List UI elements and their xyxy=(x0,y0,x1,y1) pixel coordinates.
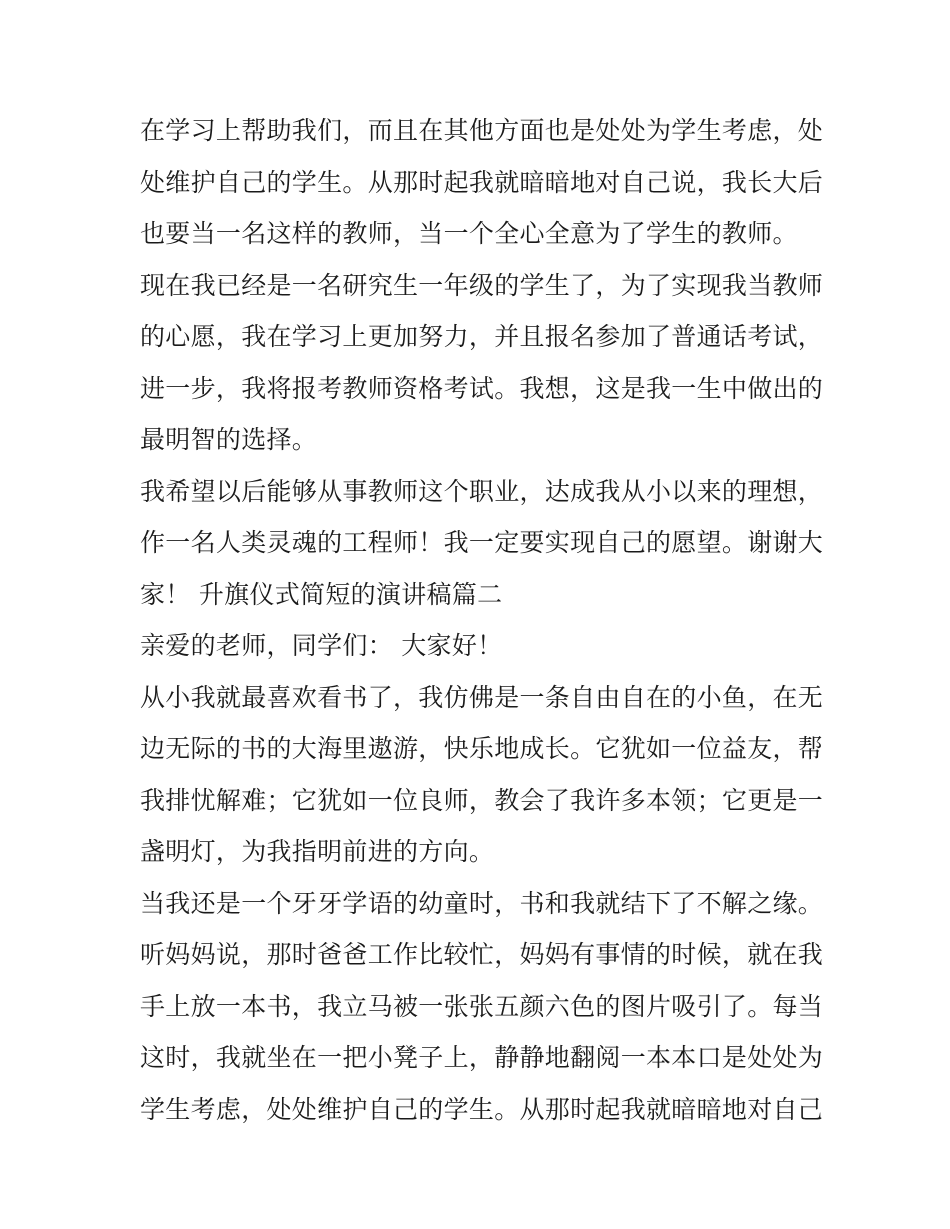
text-line: 边无际的书的大海里遨游，快乐地成长。它犹如一位益友，帮 xyxy=(140,734,824,763)
text-line: 处维护自己的学生。从那时起我就暗暗地对自己说，我长大后 xyxy=(140,167,824,197)
text-line: 从小我就最喜欢看书了，我仿佛是一条自由自在的小鱼，在无 xyxy=(140,682,824,712)
text-line: 学生考虑，处处维护自己的学生。从那时起我就暗暗地对自己 xyxy=(140,1094,824,1124)
text-line: 进一步，我将报考教师资格考试。我想，这是我一生中做出的 xyxy=(140,373,824,403)
text-line: 手上放一本书，我立马被一张张五颜六色的图片吸引了。每当 xyxy=(140,991,824,1021)
text-line: 最明智的选择。 xyxy=(140,425,318,454)
text-line: 我排忧解难；它犹如一位良师，教会了我许多本领；它更是一 xyxy=(140,785,824,815)
document-body xyxy=(140,105,824,1135)
text-line: 在学习上帮助我们，而且在其他方面也是处处为学生考虑，处 xyxy=(140,116,824,145)
text-line: 我希望以后能够从事教师这个职业，达成我从小以来的理想， xyxy=(140,476,824,506)
text-line: 听妈妈说，那时爸爸工作比较忙，妈妈有事情的时候，就在我 xyxy=(140,940,824,969)
text-line: 盏明灯，为我指明前进的方向。 xyxy=(140,837,495,866)
text-line: 的心愿，我在学习上更加努力，并且报名参加了普通话考试， xyxy=(140,322,824,351)
text-line: 家！ 升旗仪式简短的演讲稿篇二 xyxy=(140,579,503,609)
text-line: 这时，我就坐在一把小凳子上，静静地翻阅一本本口是处处为 xyxy=(140,1043,824,1072)
text-line: 作一名人类灵魂的工程师！我一定要实现自己的愿望。谢谢大 xyxy=(140,528,824,557)
text-line: 现在我已经是一名研究生一年级的学生了，为了实现我当教师 xyxy=(140,270,824,300)
text-line: 也要当一名这样的教师，当一个全心全意为了学生的教师。 xyxy=(140,219,798,248)
text-line: 亲爱的老师，同学们： 大家好！ xyxy=(140,631,503,660)
text-line: 当我还是一个牙牙学语的幼童时，书和我就结下了不解之缘。 xyxy=(140,888,824,918)
